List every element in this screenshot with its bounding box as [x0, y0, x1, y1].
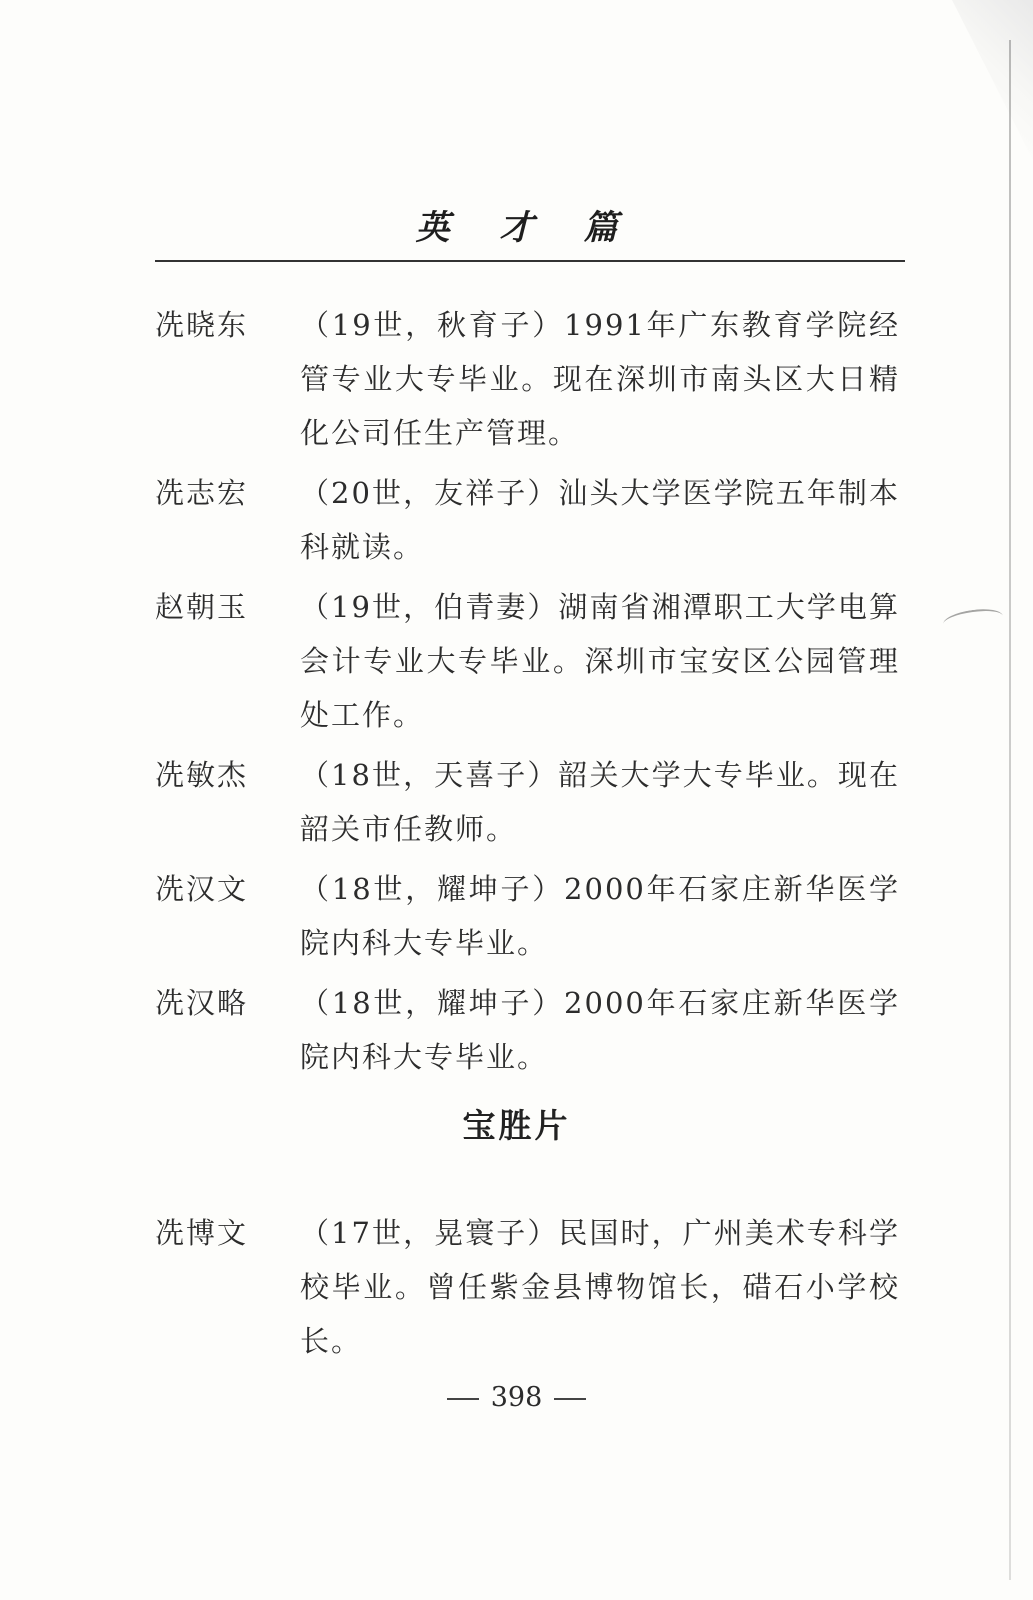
entry [155, 862, 915, 970]
entry-name: 冼敏杰 [155, 758, 249, 792]
entry-name: 冼汉略 [155, 986, 249, 1020]
entry-name: 冼志宏 [155, 476, 249, 510]
entry-text: （20世，友祥子）汕头大学医学院五年制本科就读。 [300, 476, 900, 564]
entry-text: （18世，天喜子）韶关大学大专毕业。现在韶关市任教师。 [300, 758, 900, 846]
entry-text: （18世，耀坤子）2000年石家庄新华医学院内科大专毕业。 [300, 986, 900, 1074]
running-header-title: 英才篇 [415, 208, 668, 248]
dash-right [554, 1398, 586, 1400]
entry-text: （19世，秋育子）1991年广东教育学院经管专业大专毕业。现在深圳市南头区大日精化公司任生产管理。 [300, 308, 900, 450]
entry [155, 748, 915, 856]
entry-name: 冼博文 [155, 1216, 249, 1250]
page-number-value: 398 [490, 1382, 543, 1413]
header-rule [155, 260, 905, 262]
section-heading: 宝胜片 [462, 1106, 571, 1145]
scan-mark [942, 606, 1004, 634]
entry [155, 466, 915, 574]
page-edge-shadow [1009, 40, 1011, 1580]
entry-name: 冼汉文 [155, 872, 249, 906]
page-number [0, 1382, 1033, 1413]
torn-corner [943, 0, 1033, 160]
entry [155, 976, 915, 1084]
dash-left [447, 1398, 479, 1400]
entry [155, 298, 915, 460]
entry-list-2 [155, 1206, 915, 1374]
entry-name: 赵朝玉 [155, 590, 249, 624]
entry-text: （19世，伯青妻）湖南省湘潭职工大学电算会计专业大专毕业。深圳市宝安区公园管理处工作。 [300, 590, 900, 732]
entry-name: 冼晓东 [155, 308, 249, 342]
entry [155, 580, 915, 742]
entry-list [155, 298, 915, 1090]
entry-text: （17世，晃寰子）民国时，广州美术专科学校毕业。曾任紫金县博物馆长，碏石小学校长。 [300, 1216, 900, 1358]
entry [155, 1206, 915, 1368]
entry-text: （18世，耀坤子）2000年石家庄新华医学院内科大专毕业。 [300, 872, 900, 960]
